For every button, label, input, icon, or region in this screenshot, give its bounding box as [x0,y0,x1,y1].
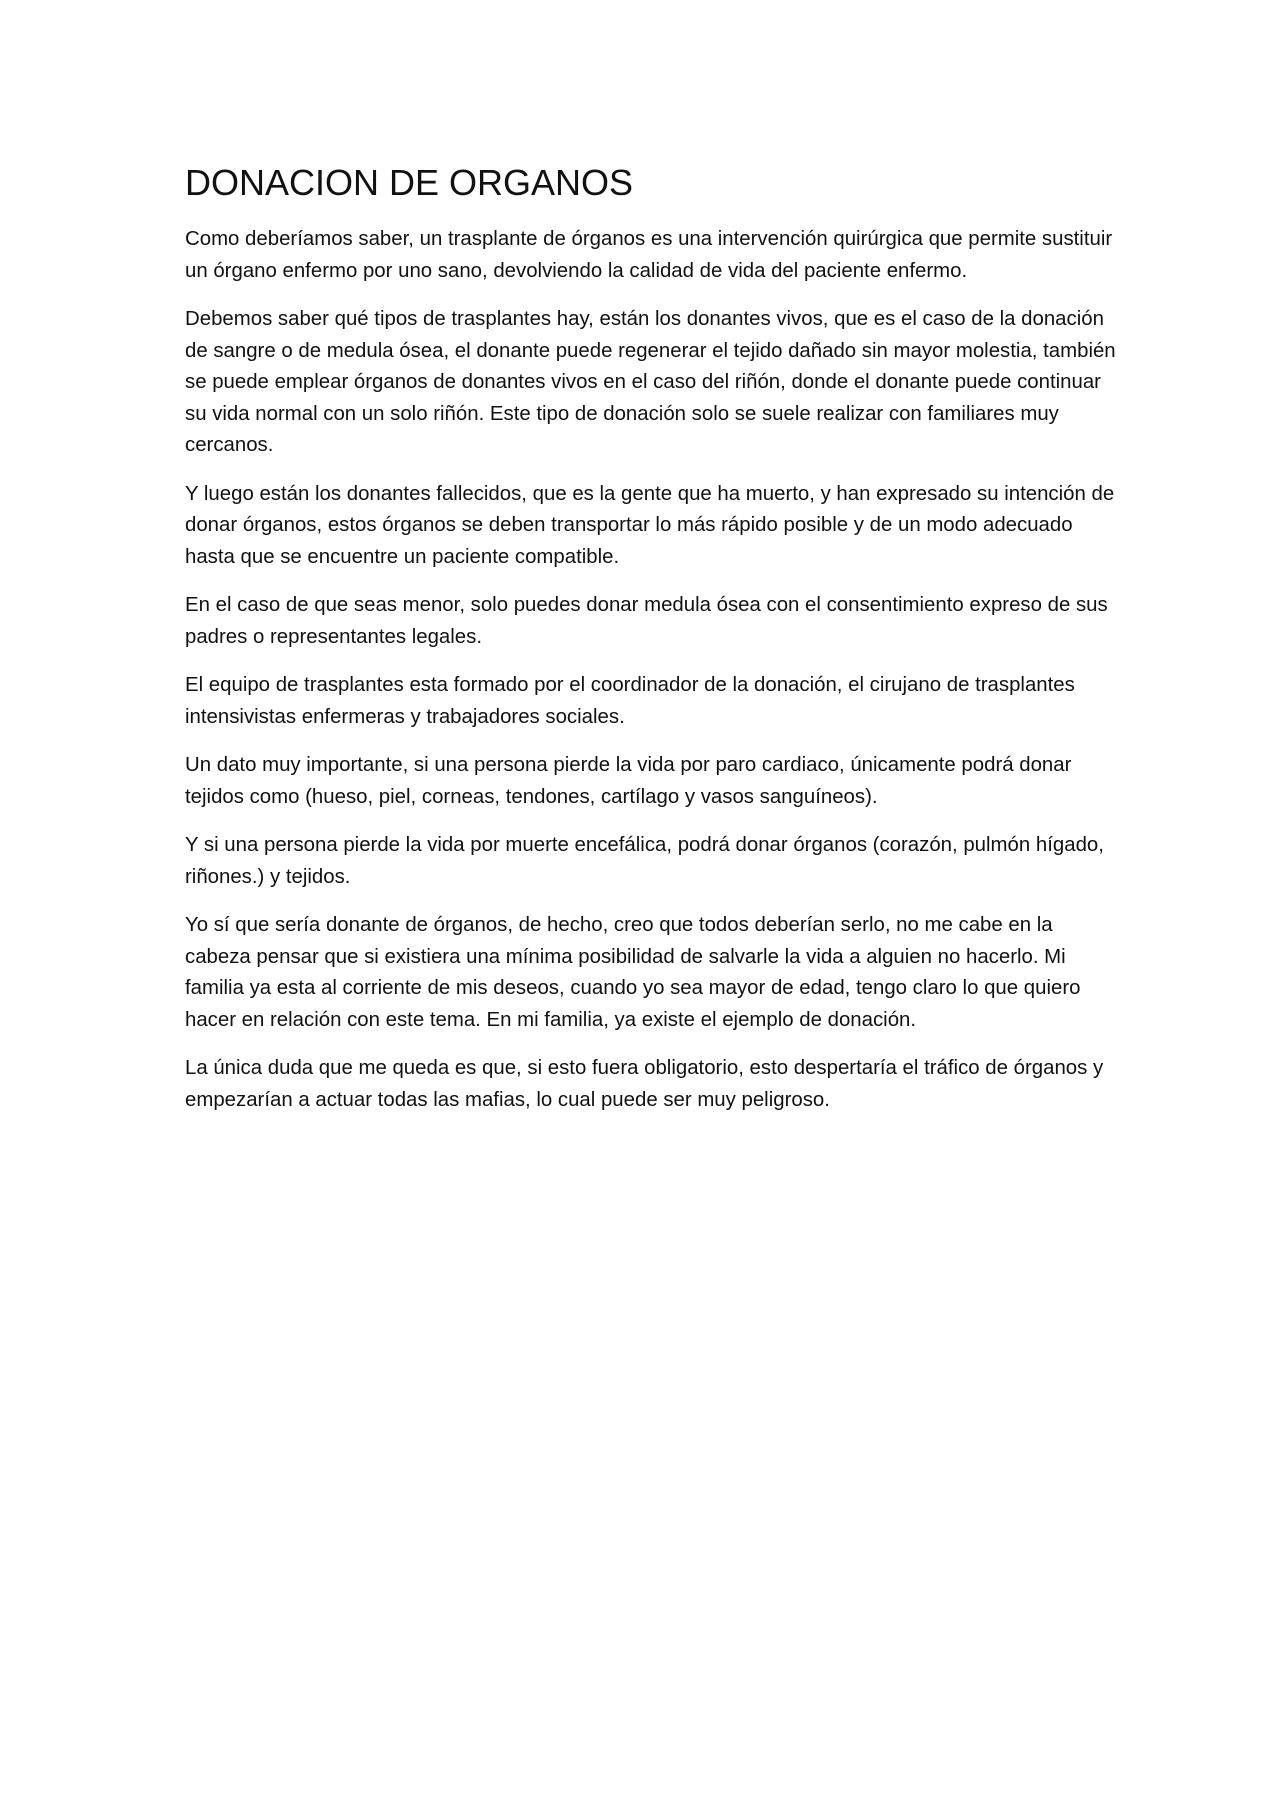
document-title: DONACION DE ORGANOS [185,162,634,203]
paragraph-brain-death: Y si una persona pierde la vida por muerte encefálica, podrá donar órganos (corazón, pulmón hígado, riñones.) y tejidos. [185,834,1104,888]
paragraph-cardiac-arrest: Un dato muy importante, si una persona pierde la vida por paro cardiaco, únicamente podrá donar tejidos como (hueso, piel, corneas, tendones, cartílago y vasos sanguíneos). [185,754,1072,808]
paragraph-intro: Como deberíamos saber, un trasplante de órganos es una intervención quirúrgica que permite sustituir un órgano enfermo por uno sano, devolviendo la calidad de vida del paciente enfermo. [185,228,1113,282]
document-body [185,160,1120,1133]
paragraph-deceased-donors: Y luego están los donantes fallecidos, que es la gente que ha muerto, y han expresado su intención de donar órganos, estos órganos se deben transportar lo más rápido posible y de un modo adecuado hasta que se encuentre un paciente compatible. [185,482,1115,568]
paragraph-transplant-team: El equipo de trasplantes esta formado por el coordinador de la donación, el cirujano de trasplantes intensivistas enfermeras y trabajadores sociales. [185,674,1075,728]
paragraph-personal-opinion: Yo sí que sería donante de órganos, de hecho, creo que todos deberían serlo, no me cabe en la cabeza pensar que si existiera una mínima posibilidad de salvarle la vida a alguien no hacerlo. Mi familia ya esta al corriente de mis deseos, cuando yo sea mayor de edad, tengo claro lo que quiero hacer en relación con este tema. En mi familia, ya existe el ejemplo de donación. [185,914,1081,1031]
paragraph-living-donors: Debemos saber qué tipos de trasplantes hay, están los donantes vivos, que es el caso de la donación de sangre o de medula ósea, el donante puede regenerar el tejido dañado sin mayor molestia, también se puede emplear órganos de donantes vivos en el caso del riñón, donde el donante puede continuar su vida normal con un solo riñón. Este tipo de donación solo se suele realizar con familiares muy cercanos. [185,308,1116,456]
paragraph-concern: La única duda que me queda es que, si esto fuera obligatorio, esto despertaría el tráfico de órganos y empezarían a actuar todas las mafias, lo cual puede ser muy peligroso. [185,1057,1104,1111]
paragraph-minors: En el caso de que seas menor, solo puedes donar medula ósea con el consentimiento expreso de sus padres o representantes legales. [185,594,1108,648]
